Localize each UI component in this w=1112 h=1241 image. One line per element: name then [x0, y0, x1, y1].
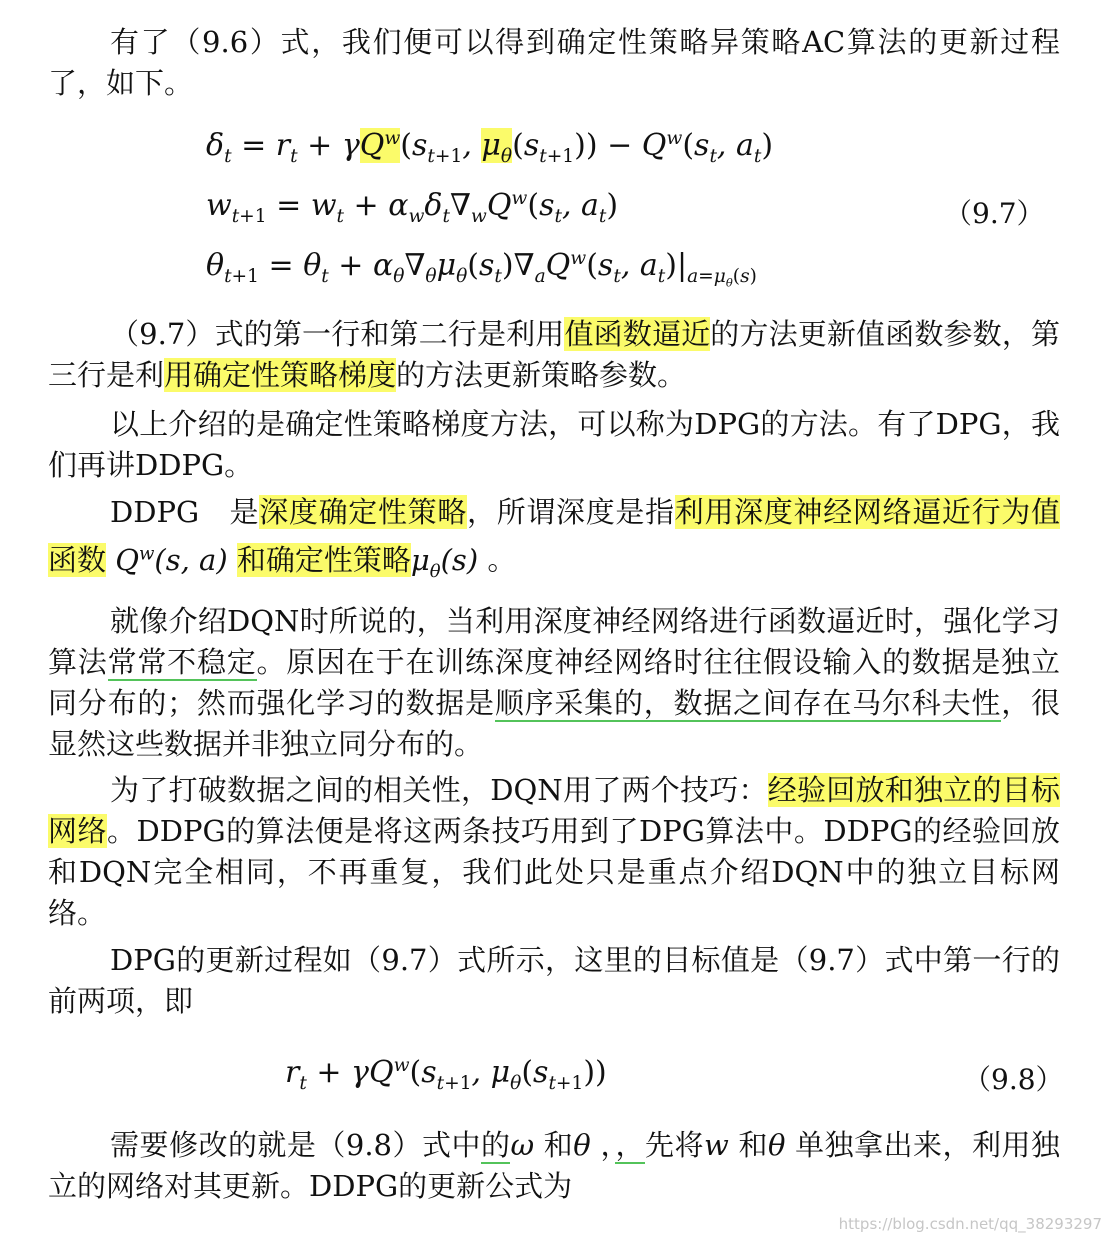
paragraph-text: 有了（9.6）式，我们便可以得到确定性策略异策略AC算法的更新过程了，如下。 — [48, 25, 1060, 100]
paragraph-modification — [48, 1125, 1060, 1207]
text-run: 单独拿出来，利用独立的网络对其更新。DDPG的更新公式为 — [48, 1128, 1060, 1203]
paragraph-target-value — [48, 940, 1060, 1022]
equation-line-3: $\theta_{t+1} = \theta_t + \alpha_\theta\nabla_\theta\mu_\theta(s_t)\nabla_aQ^w(s_t$, $a_t)|_{a=\mu_\theta(s)}$ — [206, 248, 757, 290]
highlight-deep-network: 利用深度神经网络逼近行为值函数 — [48, 495, 1060, 577]
paragraph-ddpg-definition — [48, 492, 1060, 591]
paragraph-intro — [48, 22, 1060, 104]
math-w: w — [703, 1128, 729, 1162]
text-run: ， — [600, 1128, 616, 1162]
underline-markov: 顺序采集的，数据之间存在马尔科夫性 — [494, 686, 1002, 720]
paragraph-dpg — [48, 404, 1060, 486]
text-run: ，所谓深度是指 — [467, 495, 675, 529]
equation-number-9-8: （9.8） — [963, 1063, 1064, 1096]
text-run: 的方法更新值函数参数，第三行是利 — [48, 317, 1060, 392]
paragraph-instability — [48, 601, 1060, 765]
text-run: （9.7）式的第一行和第二行是利用 — [110, 317, 565, 351]
underline-comma: ， — [615, 1128, 645, 1162]
equation-9-8: $r_t + \gamma Q^w(s_{t+1}$, $\mu_\theta(s_{t+1})$) — [285, 1055, 607, 1094]
text-run: 。 — [487, 542, 517, 577]
text-run: 以上介绍的是确定性策略梯度方法，可以称为DPG的方法。有了DPG，我们再讲DDPG。 — [48, 407, 1060, 482]
math-theta-2: θ — [767, 1128, 786, 1162]
text-run: 为了打破数据之间的相关性，DQN用了两个技巧： — [110, 773, 768, 807]
watermark: https://blog.csdn.net/qq_38293297 — [838, 1215, 1102, 1233]
equation-line-1: $\delta_t = r_t + \gamma Q^w(s_{t+1}$, $\mu_\theta(s_{t+1})) - Q^w(s_t$, $a_t$) — [206, 128, 774, 167]
equation-number-9-7: （9.7） — [944, 197, 1045, 230]
highlight-policy-gradient: 用确定性策略梯度 — [164, 358, 397, 392]
text-run: 和 — [728, 1128, 768, 1162]
highlight-deterministic-policy: 和确定性策略 — [236, 542, 411, 577]
text-run: 就像介绍DQN时所说的，当利用深度神经网络进行函数逼近时，强化学习算法 — [48, 604, 1060, 679]
underline-de: 的 — [480, 1128, 511, 1162]
math-omega: ω — [510, 1128, 535, 1162]
text-run: 的方法更新策略参数。 — [396, 358, 687, 392]
text-run: 需要修改的就是（9.8）式中 — [110, 1128, 481, 1162]
paragraph-explanation — [48, 314, 1060, 396]
math-mu-policy: $\mu_\theta(s)$ — [410, 542, 479, 582]
text-run: 和 — [534, 1128, 574, 1162]
highlight-value-approx: 值函数逼近 — [564, 317, 711, 351]
text-run: 。原因在于在训练深度神经网络时往往假设输入的数据是独立同分布的；然而强化学习的数据是 — [48, 645, 1060, 720]
highlight-replay-target: 经验回放和独立的目标网络 — [48, 773, 1060, 848]
text-run: ，很显然这些数据并非独立同分布的。 — [48, 686, 1060, 761]
highlight-deep-deterministic: 深度确定性策略 — [259, 495, 468, 529]
text-run: 。DDPG的算法便是将这两条技巧用到了DPG算法中。DDPG的经验回放和DQN完全相同，不再重复，我们此处只是重点介绍DQN中的独立目标网络。 — [48, 814, 1060, 930]
paragraph-tricks — [48, 770, 1060, 934]
text-run: DDPG 是 — [110, 495, 260, 529]
underline-unstable: 常常不稳定 — [107, 645, 257, 679]
math-q-function: $Q^w(s$, a) — [115, 542, 228, 577]
math-theta: θ — [573, 1128, 591, 1162]
equation-line-2: $w_{t+1} = w_t + \alpha_w\delta_t\nabla_wQ^w(s_t$, $a_t$) — [206, 188, 619, 227]
text-run: 先将 — [644, 1128, 704, 1162]
text-run: DPG的更新过程如（9.7）式所示，这里的目标值是（9.7）式中第一行的前两项，即 — [48, 943, 1060, 1018]
